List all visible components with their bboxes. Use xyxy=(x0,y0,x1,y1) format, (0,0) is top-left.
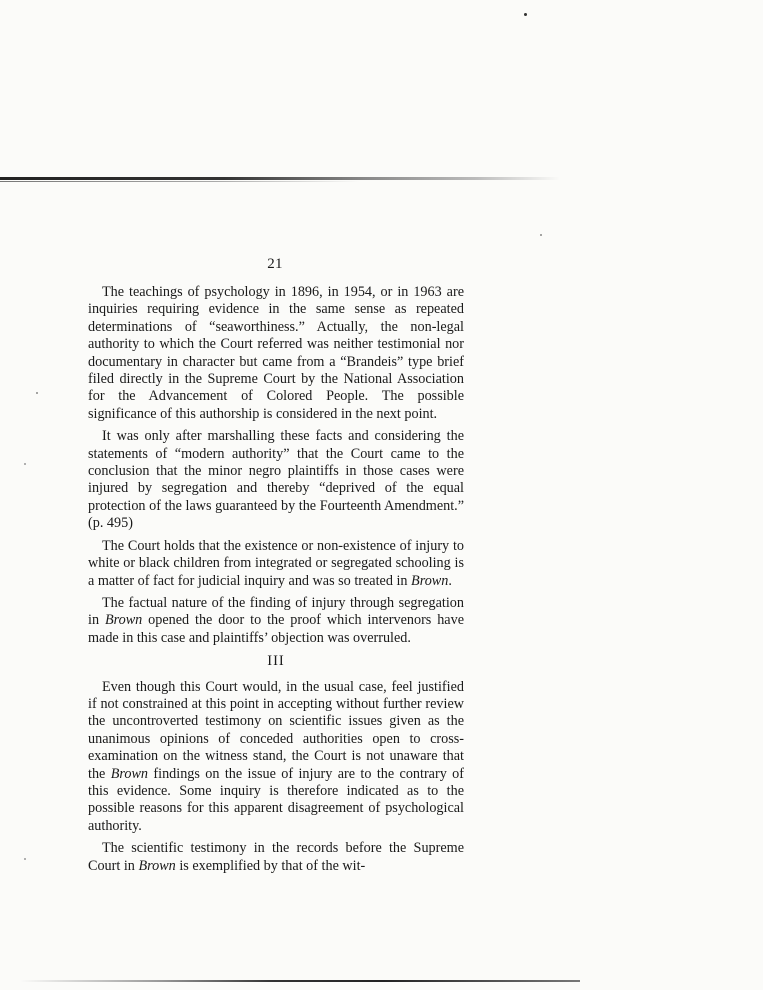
document-body xyxy=(88,284,464,880)
paragraph xyxy=(88,538,464,590)
scan-speck xyxy=(24,463,26,465)
paragraph xyxy=(88,840,464,875)
scan-speck xyxy=(36,392,38,394)
paragraph-text: Even though this Court would, in the usual case, feel justified if not constrained at this point in accepting without further review the uncontroverted testimony on scientific issues given as the unanimous opinions of conceded authorities open to cross-examination on the witness stand, the Court is not unaware that the xyxy=(88,678,464,782)
paragraph-text: The Court holds that the existence or non-existence of injury to white or black children from integrated or segregated schooling is a matter of fact for judicial inquiry and was so treated in xyxy=(88,537,464,589)
paragraph xyxy=(88,595,464,647)
case-name-italic: Brown xyxy=(138,857,176,874)
scan-speck xyxy=(540,234,542,236)
paragraph-text: The factual nature of the finding of injury through segregation in xyxy=(88,594,464,629)
paragraph-text: is exemplified by that of the wit- xyxy=(175,857,366,874)
section-heading: III xyxy=(267,653,285,670)
case-name-italic: Brown xyxy=(110,765,149,782)
paragraph-text: findings on the issue of injury are to the contrary of this evidence. Some inquiry is therefore indicated as to the possible reasons for this apparent disagreement of psychological authority. xyxy=(88,765,464,834)
top-scan-rule-thin xyxy=(0,181,360,182)
paragraph-text: opened the door to the proof which intervenors have made in this case and plaintiffs’ objection was overruled. xyxy=(88,612,464,646)
paragraph-text: The teachings of psychology in 1896, in 1954, or in 1963 are inquiries requiring evidence in the same sense as repeated determinations of “seaworthiness.” Actually, the non-legal authority to which the Court referred was neither testimonial nor documentary in character but came from a “Brandeis” type brief filed directly in the Supreme Court by the National Association for the Advancement of Colored People. The possible significance of this authorship is considered in the next point. xyxy=(88,284,464,422)
bottom-scan-rule xyxy=(20,980,580,982)
paragraph xyxy=(88,679,464,836)
paragraph-text: . xyxy=(448,572,452,589)
paragraph xyxy=(88,284,464,423)
case-name-italic: Brown xyxy=(104,612,143,629)
scan-speck xyxy=(524,13,527,16)
top-scan-rule xyxy=(0,177,560,180)
paragraph xyxy=(88,428,464,532)
paragraph-text: It was only after marshalling these facts and considering the statements of “modern authority” that the Court came to the conclusion that the minor negro plaintiffs in those cases were injured by segregation and thereby “deprived of the equal protection of the laws guaranteed by the Fourteenth Amendment.” (p. 495) xyxy=(88,428,464,532)
page-number: 21 xyxy=(267,256,283,272)
scan-speck xyxy=(24,858,26,860)
case-name-italic: Brown xyxy=(411,572,449,589)
paragraph-text: The scientific testimony in the records before the Supreme Court in xyxy=(88,840,464,874)
